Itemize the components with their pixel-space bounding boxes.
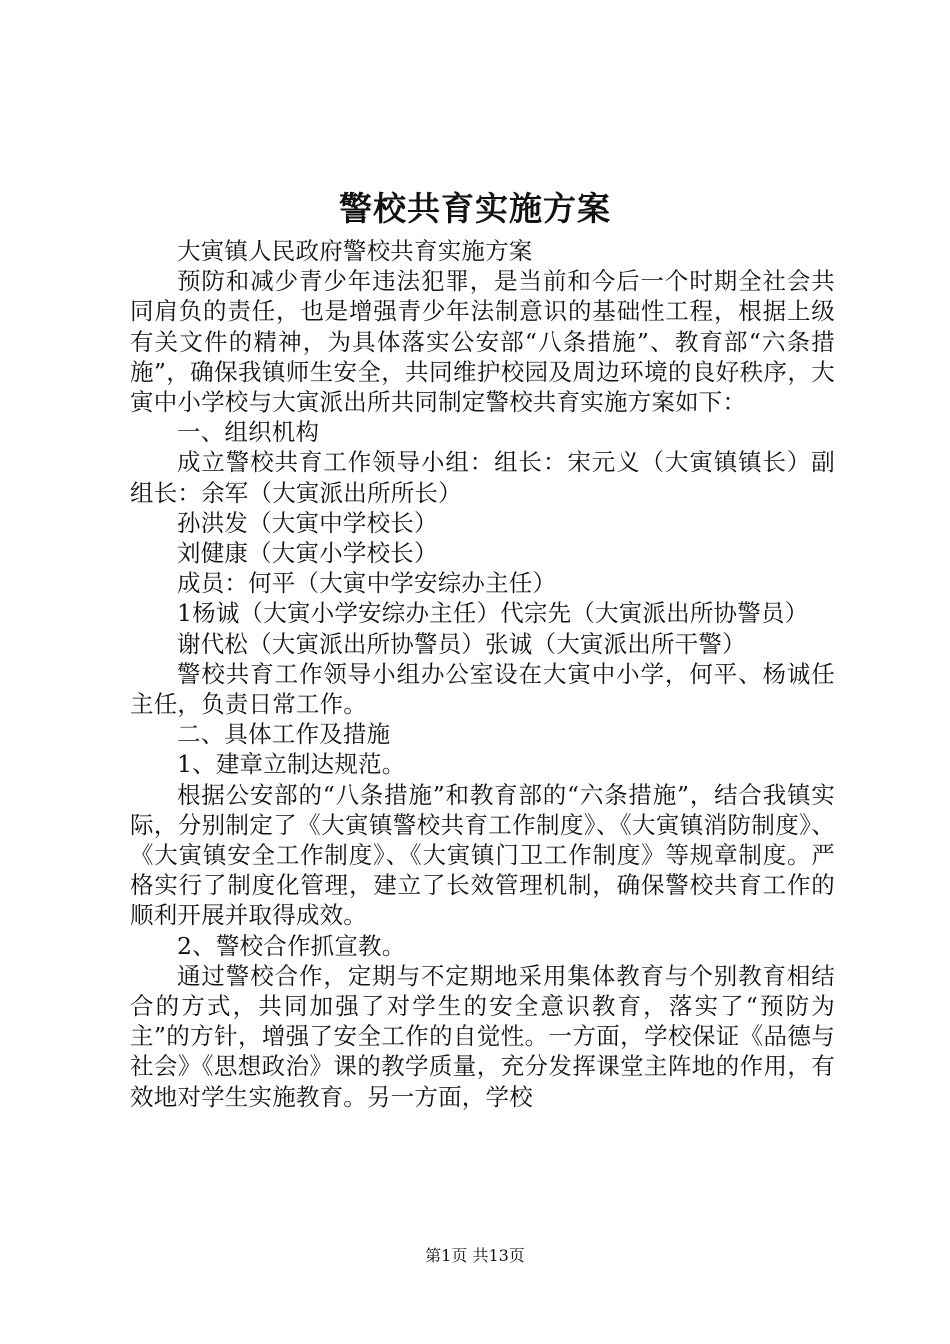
paragraph-members-label: 成员：何平（大寅中学安综办主任） <box>177 569 557 598</box>
subsection-heading-1: 1、建章立制达规范。 <box>177 750 406 779</box>
document-body <box>130 236 835 1112</box>
paragraph-regulations: 根据公安部的“八条措施”和教育部的“六条措施”，结合我镇实际，分别制定了《大寅镇警校共育工作制度》、《大寅镇消防制度》、《大寅镇安全工作制度》、《大寅镇门卫工作制度》等规章制度。严格实行了制度化管理，建立了长效管理机制，确保警校共育工作的顺利开展并取得成效。 <box>130 780 835 930</box>
paragraph-member-4: 谢代松（大寅派出所协警员）张诚（大寅派出所干警） <box>177 629 746 658</box>
paragraph-member-2: 刘健康（大寅小学校长） <box>177 539 438 568</box>
section-heading-organization: 一、组织机构 <box>177 418 320 447</box>
document-title: 警校共育实施方案 <box>339 189 611 228</box>
paragraph-intro: 预防和减少青少年违法犯罪，是当前和今后一个时期全社会共同肩负的责任，也是增强青少年法制意识的基础性工程，根据上级有关文件的精神，为具体落实公安部“八条措施”、教育部“六条措施”，确保我镇师生安全，共同维护校园及周边环境的良好秩序，大寅中小学校与大寅派出所共同制定警校共育实施方案如下： <box>130 267 835 417</box>
page-number-footer: 第1页 共13页 <box>425 1246 525 1265</box>
subsection-heading-2: 2、警校合作抓宣教。 <box>177 931 406 960</box>
paragraph-leadership: 成立警校共育工作领导小组：组长：宋元义（大寅镇镇长）副组长：余军（大寅派出所所长） <box>130 448 835 507</box>
paragraph-office: 警校共育工作领导小组办公室设在大寅中小学，何平、杨诚任主任，负责日常工作。 <box>130 659 835 719</box>
paragraph-member-3: 1杨诚（大寅小学安综办主任）代宗先（大寅派出所协警员） <box>177 599 809 628</box>
paragraph-education: 通过警校合作，定期与不定期地采用集体教育与个别教育相结合的方式，共同加强了对学生的安全意识教育，落实了“预防为主”的方针，增强了安全工作的自觉性。一方面，学校保证《品德与社会》《思想政治》课的教学质量，充分发挥课堂主阵地的作用，有效地对学生实施教育。另一方面，学校 <box>130 961 835 1111</box>
paragraph-heading-line: 大寅镇人民政府警校共育实施方案 <box>177 237 533 265</box>
paragraph-member-1: 孙洪发（大寅中学校长） <box>177 508 438 537</box>
section-heading-measures: 二、具体工作及措施 <box>177 720 391 749</box>
